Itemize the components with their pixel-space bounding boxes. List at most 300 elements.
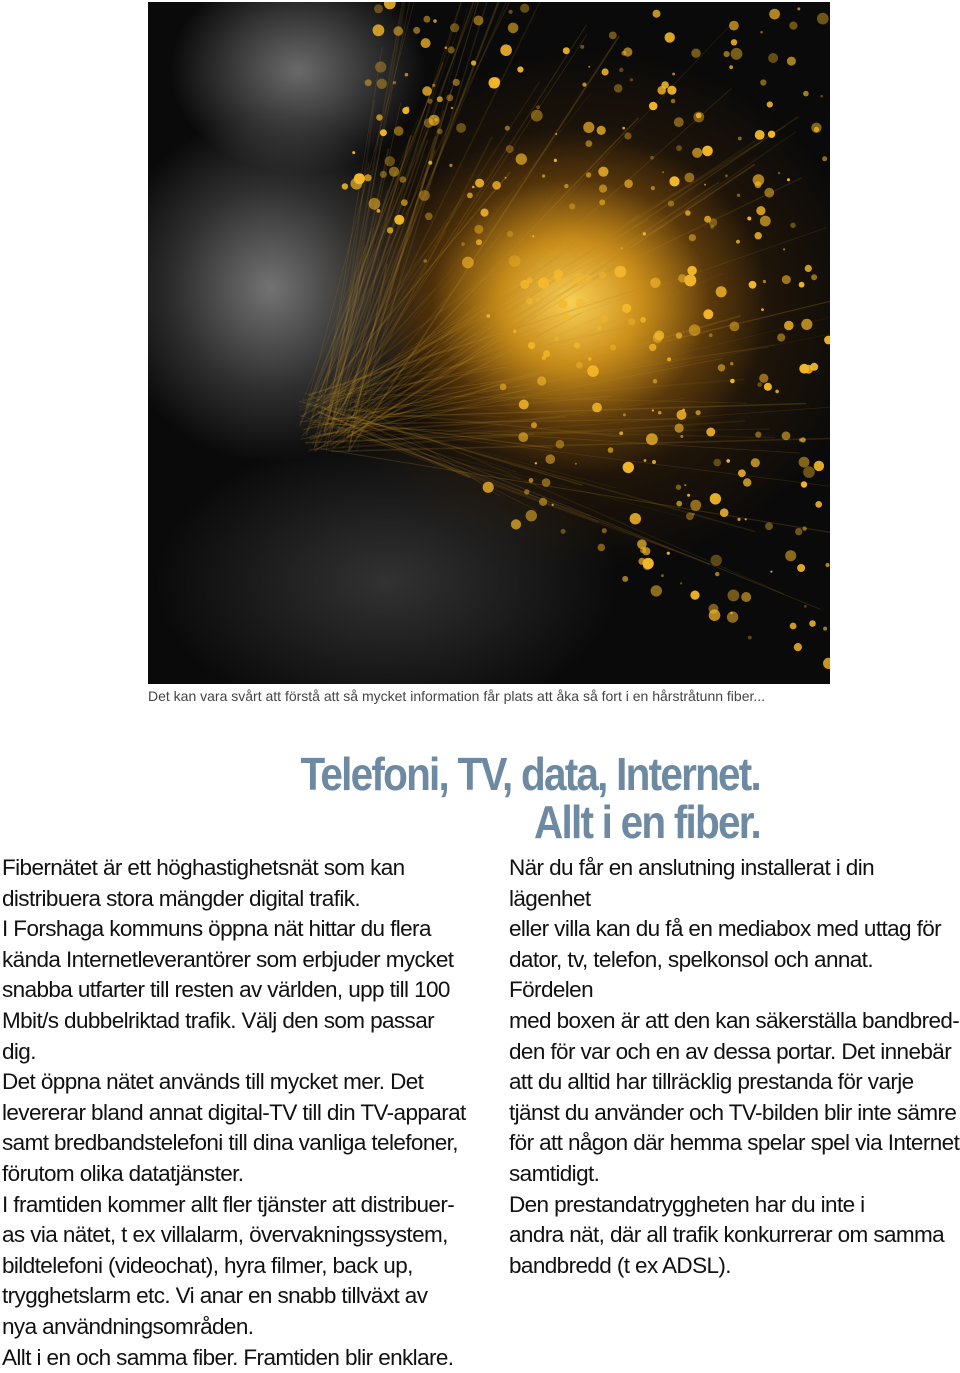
fiber-tip: [804, 605, 807, 608]
fiber-tip: [630, 513, 641, 524]
fiber-tip: [500, 384, 507, 391]
fiber-tip: [649, 344, 656, 351]
body-line: I framtiden kommer allt fler tjänster att distribuer-: [2, 1190, 472, 1221]
fiber-tip: [377, 209, 381, 213]
fiber-tip: [790, 623, 797, 630]
fiber-tip: [692, 148, 702, 158]
fiber-tip: [720, 508, 729, 517]
fiber-tip: [730, 362, 733, 365]
fiber-tip: [652, 409, 654, 411]
fiber-tip: [751, 458, 760, 467]
fiber-tip: [369, 198, 381, 210]
fiber-tip: [823, 658, 830, 669]
fiber-tip: [696, 410, 701, 415]
fiber-tip: [537, 376, 546, 385]
fiber-tip: [538, 278, 549, 289]
fiber-tip: [450, 23, 459, 32]
fiber-tip: [731, 48, 743, 60]
fiber-tip: [727, 611, 738, 622]
fiber-tip: [676, 332, 682, 338]
body-line: med boxen är att den kan säkerställa bandbred-: [509, 1006, 960, 1037]
fiber-tip: [747, 217, 751, 221]
fiber-tip: [756, 206, 765, 215]
body-line: samt bredbandstelefoni till dina vanliga telefoner,: [2, 1128, 472, 1159]
fiber-tip: [644, 459, 647, 462]
fiber-tip: [760, 79, 766, 85]
fiber-tip: [755, 130, 765, 140]
fiber-tip: [621, 247, 623, 249]
fiber-tip: [598, 167, 608, 177]
fiber-tip: [424, 16, 431, 23]
fiber-tip: [767, 101, 773, 107]
fiber-tip: [554, 270, 563, 279]
fiber-tip: [508, 23, 519, 34]
fiber-tip: [711, 555, 722, 566]
fiber-tip: [784, 321, 794, 331]
fiber-tip: [710, 225, 714, 229]
fiber-tip: [662, 171, 664, 173]
fiber-tip: [743, 478, 751, 486]
fiber-tip: [425, 213, 433, 221]
body-line: tjänst du använder och TV-bilden blir inte sämre: [509, 1098, 960, 1129]
fiber-tip: [601, 315, 608, 322]
fiber-tip: [582, 274, 592, 284]
fiber-tip: [535, 462, 537, 464]
fiber-tip: [803, 91, 809, 97]
fiber-tip: [476, 239, 482, 245]
fiber-tip: [505, 177, 507, 179]
fiber-optic-photo: [148, 2, 830, 684]
fiber-tip: [737, 194, 740, 197]
fiber-tip: [405, 73, 409, 77]
fiber-tip: [448, 46, 455, 53]
fiber-tip: [429, 115, 440, 126]
fiber-tip: [592, 403, 602, 413]
fiber-tip: [803, 466, 815, 478]
fiber-tip: [475, 179, 484, 188]
fiber-tip: [628, 318, 635, 325]
fiber-tip: [505, 126, 510, 131]
body-line: att du alltid har tillräcklig prestanda för varje: [509, 1067, 960, 1098]
fiber-tip: [777, 333, 785, 341]
fiber-tip: [511, 519, 521, 529]
body-line: kända Internetleverantörer som erbjuder mycket: [2, 945, 472, 976]
fiber-tip: [715, 572, 719, 576]
fiber-tip: [622, 127, 625, 130]
fiber-tip: [729, 65, 733, 69]
fiber-tip: [811, 274, 817, 280]
fiber-tip: [760, 31, 763, 34]
body-line: distribuera stora mängder digital trafik.: [2, 884, 472, 915]
fiber-tip: [365, 79, 372, 86]
fiber-tip: [691, 49, 700, 58]
fiber-tip: [542, 174, 545, 177]
fiber-tip: [755, 432, 761, 438]
fiber-tip: [651, 585, 662, 596]
fiber-tip: [599, 185, 607, 193]
fiber-tip: [614, 266, 626, 278]
fiber-tip: [709, 604, 719, 614]
fiber-tip: [763, 280, 766, 283]
fiber-tip: [602, 528, 607, 533]
fiber-tip: [609, 32, 617, 40]
fiber-tip: [749, 281, 757, 289]
fiber-tip: [387, 227, 393, 233]
fiber-tip: [624, 179, 633, 188]
fiber-tip: [423, 259, 427, 263]
fiber-tip: [728, 590, 740, 602]
fiber-tip: [539, 498, 547, 506]
fiber-tip: [380, 129, 387, 136]
fiber-tip: [462, 257, 474, 269]
fiber-tip: [480, 209, 488, 217]
fiber-tip: [787, 178, 790, 181]
fiber-tip: [385, 156, 395, 166]
fiber-tip: [588, 66, 590, 68]
fiber-tip: [703, 309, 713, 319]
fiber-tip: [622, 576, 628, 582]
fiber-tip: [757, 382, 762, 387]
fiber-tip: [718, 364, 725, 371]
fiber-tip: [542, 478, 551, 487]
fiber-tip: [432, 84, 435, 87]
fiber-tip: [725, 174, 728, 177]
fiber-tip: [554, 159, 557, 162]
fiber-tip: [785, 550, 796, 561]
fiber-tip: [375, 61, 386, 72]
fiber-tip: [820, 95, 823, 98]
body-line: andra nät, där all trafik konkurrerar om samma: [509, 1220, 960, 1251]
body-line: trygghetslarm etc. Vi anar en snabb tillväxt av: [2, 1281, 472, 1312]
fiber-tip: [687, 266, 696, 275]
fiber-tip: [575, 463, 577, 465]
fiber-tip: [563, 47, 570, 54]
fiber-tip: [800, 437, 805, 442]
fiber-tip: [801, 319, 812, 330]
fiber-tip: [380, 171, 387, 178]
fiber-tip: [374, 4, 383, 13]
fiber-tip: [805, 265, 812, 272]
fiber-tip: [709, 333, 713, 337]
fiber-tip: [665, 32, 675, 42]
fiber-tip: [526, 298, 533, 305]
fiber-tip: [764, 383, 772, 391]
fiber-tip: [797, 7, 800, 10]
fiber-tip: [445, 46, 448, 49]
fiber-tip: [811, 123, 821, 133]
photo-caption: Det kan vara svårt att förstå att så mycket information får plats att åka så fort i en hårstråtunn fiber...: [148, 688, 848, 704]
fiber-tip: [623, 413, 626, 416]
fiber-tip: [487, 314, 491, 318]
fiber-tip: [619, 431, 623, 435]
fiber-tip: [472, 186, 475, 189]
fiber-tip: [400, 176, 407, 183]
fiber-tip: [761, 308, 764, 311]
fiber-tip: [614, 84, 623, 93]
fiber-tip: [561, 529, 566, 534]
fiber-tip: [685, 210, 691, 216]
fiber-tip: [815, 501, 822, 508]
fiber-tip: [624, 132, 631, 139]
fiber-tip: [640, 317, 646, 323]
fiber-tip: [456, 123, 466, 133]
fiber-tip: [716, 286, 727, 297]
fiber-tip: [730, 379, 735, 384]
fiber-tip: [519, 400, 529, 410]
fiber-tip: [622, 304, 631, 313]
fiber-tip: [492, 77, 500, 85]
fiber-tip: [710, 493, 721, 504]
body-line: Allt i en och samma fiber. Framtiden blir enklare.: [2, 1343, 472, 1373]
headline-line-2: Allt i en fiber.: [267, 798, 760, 846]
body-line: Det öppna nätet används till mycket mer. Det: [2, 1067, 472, 1098]
fiber-tip: [759, 374, 768, 383]
fiber-tip: [687, 494, 690, 497]
fiber-tip: [706, 428, 715, 437]
fiber-tip: [474, 225, 483, 234]
headline-line-1: Telefoni, TV, data, Internet.: [267, 750, 760, 798]
fiber-tip: [384, 2, 396, 9]
fiber-tip: [490, 86, 492, 88]
fiber-tip: [769, 9, 780, 20]
fiber-tip: [814, 461, 824, 471]
fiber-tip: [389, 167, 399, 177]
fiber-tip: [817, 13, 829, 25]
fiber-tip: [509, 255, 521, 267]
body-line: dator, tv, telefon, spelkonsol och annat. Fördelen: [509, 945, 960, 1006]
fiber-tip: [449, 164, 452, 167]
fiber-tip: [782, 275, 791, 284]
fiber-tip: [564, 184, 568, 188]
fiber-tip: [704, 184, 706, 186]
fiber-tip: [507, 231, 513, 237]
fiber-tip: [741, 592, 751, 602]
fiber-tip: [394, 126, 404, 136]
fiber-tip: [674, 117, 684, 127]
fiber-tip: [809, 620, 816, 627]
fiber-tip: [599, 199, 605, 205]
fiber-tip: [671, 99, 676, 104]
fiber-tip: [437, 96, 443, 102]
body-line: förutom olika datatjänster.: [2, 1159, 472, 1190]
fiber-tip: [755, 232, 762, 239]
fiber-tip: [586, 140, 593, 147]
fiber-tip: [532, 235, 534, 237]
fiber-tip: [599, 271, 606, 278]
fiber-tip: [702, 146, 713, 157]
fiber-tip: [652, 460, 656, 464]
fiber-tip: [782, 431, 791, 440]
fiber-tip: [726, 459, 730, 463]
fiber-tip: [531, 422, 537, 428]
body-line: Mbit/s dubbelriktad trafik. Välj den som passar: [2, 1006, 472, 1037]
fiber-tip: [653, 10, 661, 18]
fiber-tip: [467, 193, 473, 199]
fiber-tip: [637, 539, 647, 549]
fiber-tip: [760, 216, 771, 227]
fiber-strand: [332, 164, 754, 448]
fiber-tip: [451, 107, 453, 109]
body-line: eller villa kan du få en mediabox med uttag för: [509, 914, 960, 945]
fiber-tip: [768, 131, 775, 138]
fiber-tip: [602, 68, 609, 75]
fiber-tip: [685, 173, 695, 183]
left-text-column: [2, 853, 472, 1373]
fiber-tip: [684, 484, 686, 486]
fiber-tip: [555, 133, 557, 135]
fiber-tip: [775, 390, 779, 394]
fiber-tip: [401, 199, 408, 206]
fiber-tip: [676, 145, 682, 151]
fiber-tip: [531, 110, 543, 122]
page-headline: [267, 750, 760, 846]
fiber-tip: [437, 129, 443, 135]
fiber-tip: [643, 558, 654, 569]
fiber-tip: [562, 313, 570, 321]
body-line: dig.: [2, 1037, 472, 1068]
fiber-tip: [661, 574, 664, 577]
fiber-tip: [748, 636, 752, 640]
fiber-optic-bundle-icon: [148, 2, 830, 684]
fiber-tip: [789, 22, 797, 30]
body-line: för att någon där hemma spelar spel via Internet: [509, 1128, 960, 1159]
fiber-tip: [376, 114, 382, 120]
body-line: bandbredd (t ex ADSL).: [509, 1251, 960, 1282]
fiber-tip: [822, 156, 827, 161]
body-line: samtidigt.: [509, 1159, 960, 1190]
fiber-tip: [352, 151, 355, 154]
fiber-tip: [554, 337, 559, 342]
fiber-tip: [621, 51, 626, 56]
fiber-tip: [651, 186, 655, 190]
fiber-tip: [509, 10, 513, 14]
fiber-tip: [529, 478, 534, 483]
fiber-tip: [574, 342, 580, 348]
fiber-tip: [678, 274, 686, 282]
fiber-tip: [672, 73, 675, 76]
fiber-tip: [569, 203, 575, 209]
fiber-tip: [597, 326, 602, 331]
fiber-tip: [446, 94, 453, 101]
fiber-tip: [552, 504, 554, 506]
fiber-tip: [524, 489, 529, 494]
fiber-tip: [730, 322, 740, 332]
fiber-tip: [598, 544, 606, 552]
fiber-tip: [610, 345, 616, 351]
fiber-tip: [649, 102, 658, 111]
fiber-tip: [453, 79, 460, 86]
fiber-tip: [518, 432, 528, 442]
right-text-column: [509, 853, 960, 1281]
fiber-tip: [778, 172, 780, 174]
fiber-tip: [597, 126, 606, 135]
fiber-tip: [787, 57, 796, 66]
fiber-tip: [377, 79, 387, 89]
body-line: snabba utfarter till resten av världen, upp till 100: [2, 975, 472, 1006]
fiber-tip: [676, 485, 681, 490]
body-line: levererar bland annat digital-TV till din TV-apparat: [2, 1098, 472, 1129]
fiber-tip: [619, 68, 623, 72]
fiber-tip: [677, 410, 687, 420]
fiber-tip: [471, 60, 476, 65]
fiber-tip: [823, 627, 827, 631]
fiber-tip: [583, 122, 594, 133]
fiber-tip: [797, 564, 805, 572]
fiber-tip: [680, 435, 683, 438]
fiber-tip: [546, 454, 556, 464]
fiber-tip: [686, 512, 694, 520]
fiber-tip: [676, 501, 682, 507]
fiber-tip: [364, 174, 371, 181]
fiber-tip: [428, 161, 432, 165]
fiber-tip: [536, 105, 540, 109]
fiber-tip: [738, 137, 742, 141]
fiber-tip: [737, 518, 740, 521]
fiber-tip: [794, 643, 802, 651]
fiber-tip: [801, 481, 807, 487]
fiber-tip: [513, 330, 517, 334]
fiber-tip: [668, 201, 674, 207]
fiber-tip: [630, 78, 633, 81]
fiber-tip: [690, 591, 699, 600]
fiber-tip: [422, 86, 432, 96]
fiber-tip: [729, 21, 739, 31]
fiber-tip: [576, 298, 585, 307]
fiber-tip: [650, 156, 654, 160]
fiber-strand: [336, 34, 587, 415]
fiber-tip: [684, 274, 696, 286]
fiber-tip: [526, 510, 537, 521]
fiber-tip: [783, 248, 785, 250]
body-line: den för var och en av dessa portar. Det innebär: [509, 1037, 960, 1068]
fiber-tip: [765, 522, 773, 530]
fiber-tip: [580, 45, 584, 49]
fiber-tip: [342, 183, 348, 189]
fiber-tip: [704, 216, 711, 223]
fiber-tip: [520, 280, 529, 289]
fiber-tip: [623, 462, 634, 473]
fiber-tip: [736, 240, 740, 244]
fiber-tip: [393, 26, 403, 36]
fiber-tip: [483, 482, 494, 493]
fiber-tip: [582, 83, 586, 87]
fiber-tip: [667, 357, 671, 361]
fiber-tip: [799, 364, 809, 374]
fiber-tip: [576, 362, 583, 369]
fiber-tip: [826, 563, 830, 567]
body-line: as via nätet, t ex villalarm, övervakningssystem,: [2, 1220, 472, 1251]
fiber-tip: [731, 39, 737, 45]
fiber-tip: [653, 333, 663, 343]
fiber-tip: [693, 112, 704, 123]
fiber-tip: [433, 19, 437, 23]
fiber-tip: [643, 232, 646, 235]
fiber-tip: [658, 411, 661, 414]
fiber-tip: [608, 447, 614, 453]
fiber-tip: [795, 528, 802, 535]
fiber-tip: [520, 4, 529, 13]
fiber-tip: [421, 38, 431, 48]
fiber-tip: [393, 81, 396, 84]
fiber-tip: [675, 424, 684, 433]
fiber-tip: [646, 433, 658, 445]
fiber-tip: [587, 365, 599, 377]
fiber-tip: [724, 51, 730, 57]
fiber-tip: [653, 379, 658, 384]
fiber-tip: [799, 457, 810, 468]
fiber-tip: [573, 273, 584, 284]
fiber-tip: [799, 282, 805, 288]
